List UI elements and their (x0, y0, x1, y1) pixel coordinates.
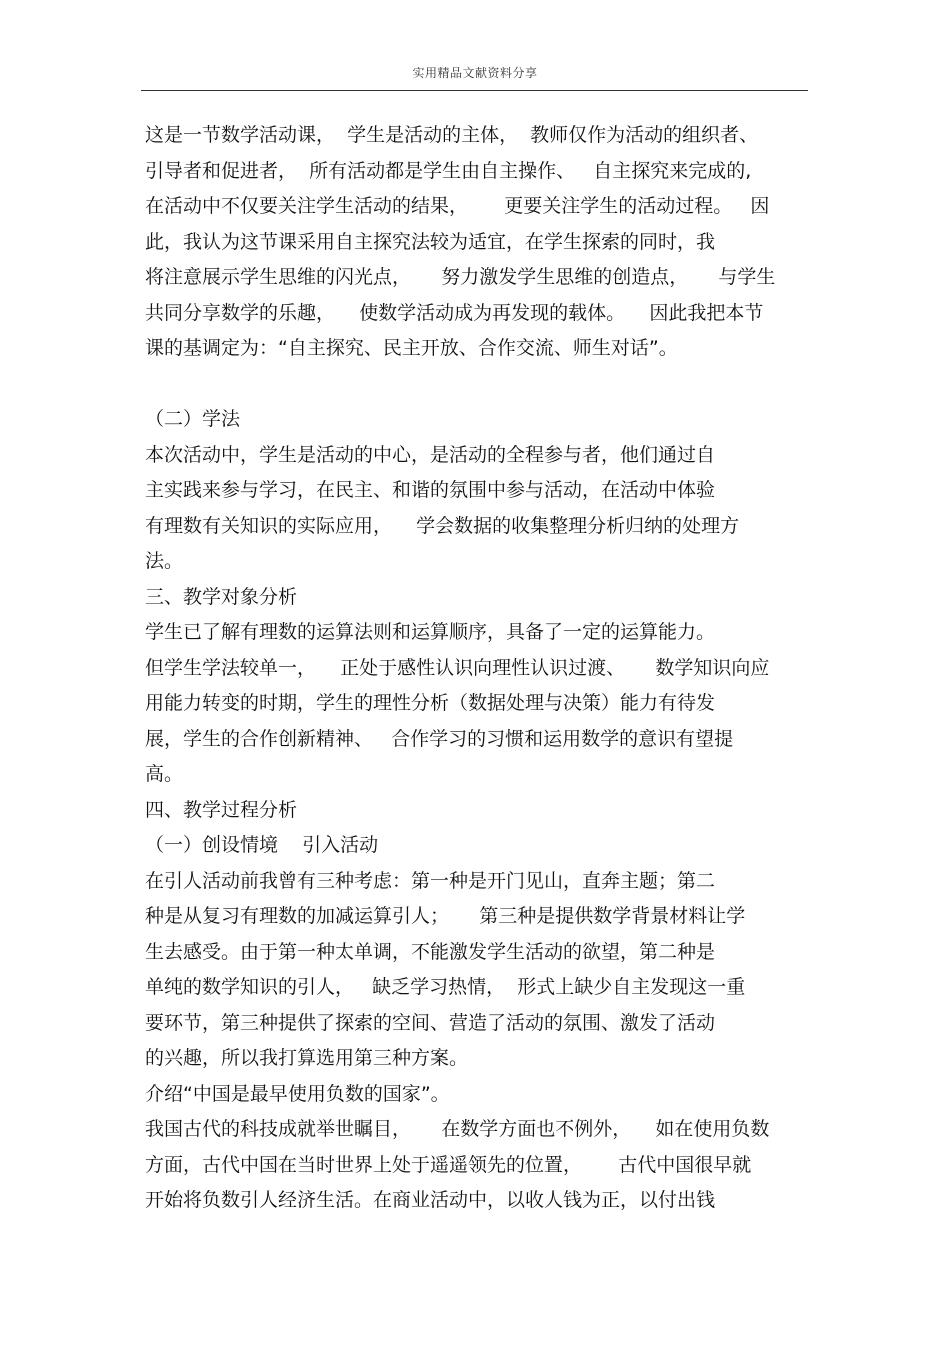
header-divider (141, 90, 808, 91)
document-body (145, 118, 810, 1219)
text-line: 用能力转变的时期，学生的理性分析（数据处理与决策）能力有待发 (145, 692, 716, 714)
text-line: 开始将负数引人经济生活。在商业活动中，以收人钱为正，以付出钱 (145, 1189, 716, 1211)
text-line: 高。 (145, 763, 184, 785)
text-line: 将注意展示学生思维的闪光点， 努力激发学生思维的创造点， 与学生 (145, 266, 776, 288)
section-heading: 三、教学对象分析 (145, 585, 298, 608)
text-line: 课的基调定为：“自主探究、民主开放、合作交流、师生对话”。 (145, 337, 678, 359)
section-heading: （二）学法 (145, 408, 241, 430)
text-line: 方面，古代中国在当时世界上处于遥遥领先的位置， 古代中国很早就 (145, 1153, 752, 1176)
text-line: 在活动中不仅要关注学生活动的结果， 更要关注学生的活动过程。 因 (145, 195, 770, 217)
text-line: 主实践来参与学习，在民主、和谐的氛围中参与活动，在活动中体验 (145, 479, 716, 501)
text-line: 种是从复习有理数的加减运算引人； 第三种是提供数学背景材料让学 (145, 905, 746, 927)
text-line: 的兴趣，所以我打算选用第三种方案。 (145, 1047, 469, 1069)
text-line: 本次活动中，学生是活动的中心，是活动的全程参与者，他们通过自 (145, 443, 716, 466)
text-line: 学生已了解有理数的运算法则和运算顺序，具备了一定的运算能力。 (145, 621, 716, 643)
text-line: 但学生学法较单一， 正处于感性认识向理性认识过渡、 数学知识向应 (145, 656, 770, 679)
paragraph-method (145, 118, 810, 367)
text-line: 在引人活动前我曾有三种考虑：第一种是开门见山，直奔主题；第二 (145, 869, 716, 892)
text-line: 引导者和促进者， 所有活动都是学生由自主操作、 自主探究来完成的, (145, 159, 752, 182)
page-header: 实用精品文献资料分享 (412, 66, 538, 80)
text-line: 单纯的数学知识的引人， 缺乏学习热情， 形式上缺少自主发现这一重 (145, 976, 746, 998)
text-line: 共同分享数学的乐趣， 使数学活动成为再发现的载体。 因此我把本节 (145, 301, 764, 324)
section-heading: 四、教学过程分析 (145, 798, 298, 821)
text-line: 展，学生的合作创新精神、 合作学习的习惯和运用数学的意识有望提 (145, 727, 734, 750)
text-line: 我国古代的科技成就举世瞩目， 在数学方面也不例外， 如在使用负数 (145, 1118, 770, 1140)
text-line: 法。 (145, 550, 184, 572)
text-line: 此，我认为这节课采用自主探究法较为适宜，在学生探索的同时，我 (145, 230, 716, 253)
text-line: 生去感受。由于第一种太单调，不能激发学生活动的欲望，第二种是 (145, 940, 716, 963)
paragraph-spacer (145, 367, 810, 403)
section-body (145, 402, 810, 1219)
subsection-heading: （一）创设情境 引入活动 (145, 834, 379, 856)
text-line: 要环节，第三种提供了探索的空间、营造了活动的氛围、激发了活动 (145, 1011, 716, 1034)
text-line: 这是一节数学活动课， 学生是活动的主体， 教师仅作为活动的组织者、 (145, 124, 759, 146)
text-line: 有理数有关知识的实际应用， 学会数据的收集整理分析归纳的处理方 (145, 514, 740, 537)
text-line: 介绍“中国是最早使用负数的国家”。 (145, 1082, 450, 1105)
